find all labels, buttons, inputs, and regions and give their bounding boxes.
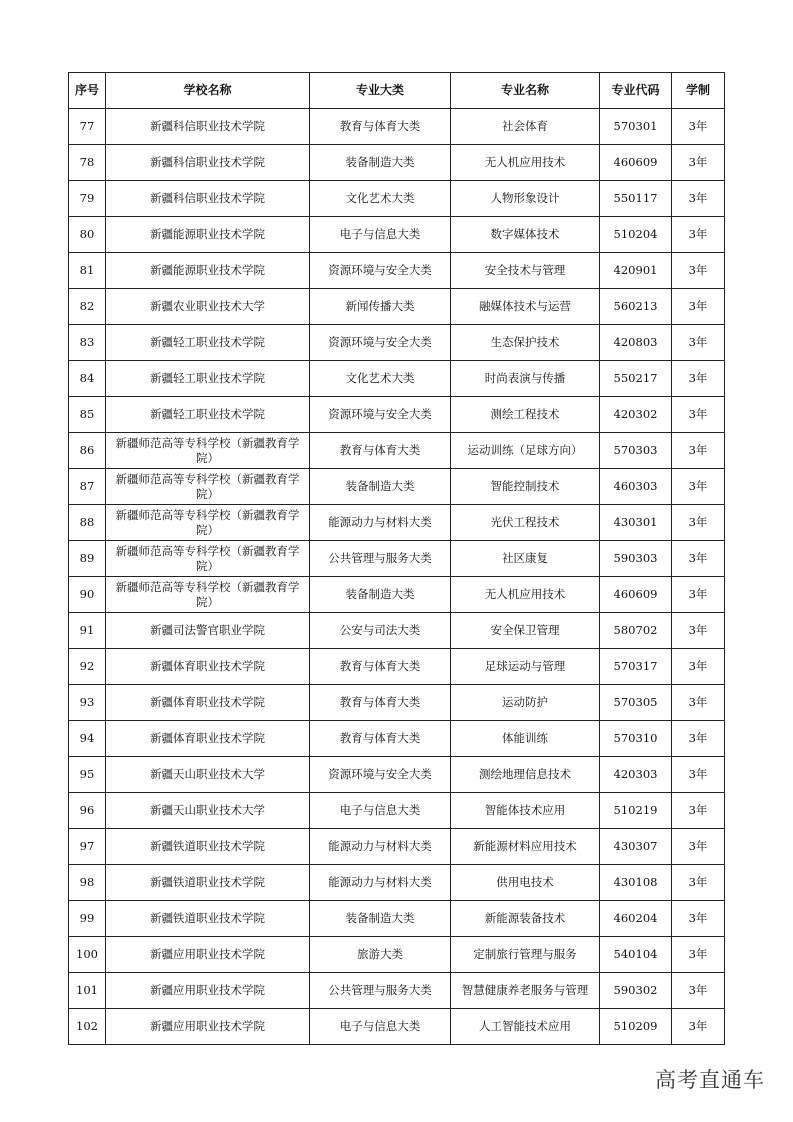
cell-major-code: 540104 xyxy=(600,937,672,973)
cell-index: 92 xyxy=(69,649,106,685)
cell-duration: 3年 xyxy=(672,505,725,541)
cell-major-code: 420302 xyxy=(600,397,672,433)
table-row xyxy=(69,613,725,649)
cell-index: 84 xyxy=(69,361,106,397)
cell-school-name: 新疆铁道职业技术学院 xyxy=(106,829,310,865)
cell-index: 93 xyxy=(69,685,106,721)
cell-major-name: 无人机应用技术 xyxy=(451,577,600,613)
table-row xyxy=(69,505,725,541)
cell-major-category: 资源环境与安全大类 xyxy=(310,253,451,289)
cell-duration: 3年 xyxy=(672,289,725,325)
table-row xyxy=(69,721,725,757)
table-row xyxy=(69,145,725,181)
table-row xyxy=(69,433,725,469)
cell-duration: 3年 xyxy=(672,613,725,649)
cell-major-name: 足球运动与管理 xyxy=(451,649,600,685)
table-row xyxy=(69,217,725,253)
cell-major-name: 智能控制技术 xyxy=(451,469,600,505)
cell-major-name: 生态保护技术 xyxy=(451,325,600,361)
table-row xyxy=(69,865,725,901)
watermark-text: 高考直通车 xyxy=(655,1068,765,1092)
cell-duration: 3年 xyxy=(672,397,725,433)
cell-major-code: 570310 xyxy=(600,721,672,757)
cell-school-name: 新疆师范高等专科学校（新疆教育学院） xyxy=(106,577,310,613)
cell-school-name: 新疆师范高等专科学校（新疆教育学院） xyxy=(106,469,310,505)
cell-duration: 3年 xyxy=(672,469,725,505)
cell-index: 88 xyxy=(69,505,106,541)
cell-major-category: 电子与信息大类 xyxy=(310,1009,451,1045)
cell-duration: 3年 xyxy=(672,361,725,397)
cell-major-name: 无人机应用技术 xyxy=(451,145,600,181)
table-header xyxy=(69,73,725,109)
cell-duration: 3年 xyxy=(672,109,725,145)
cell-major-name: 体能训练 xyxy=(451,721,600,757)
cell-major-category: 教育与体育大类 xyxy=(310,433,451,469)
cell-major-category: 能源动力与材料大类 xyxy=(310,865,451,901)
cell-school-name: 新疆师范高等专科学校（新疆教育学院） xyxy=(106,505,310,541)
table-row xyxy=(69,793,725,829)
table-row xyxy=(69,1009,725,1045)
cell-duration: 3年 xyxy=(672,253,725,289)
cell-index: 101 xyxy=(69,973,106,1009)
cell-index: 96 xyxy=(69,793,106,829)
cell-major-category: 能源动力与材料大类 xyxy=(310,829,451,865)
cell-school-name: 新疆农业职业技术大学 xyxy=(106,289,310,325)
cell-major-name: 时尚表演与传播 xyxy=(451,361,600,397)
cell-duration: 3年 xyxy=(672,973,725,1009)
cell-major-code: 430108 xyxy=(600,865,672,901)
cell-major-category: 公共管理与服务大类 xyxy=(310,541,451,577)
cell-major-code: 570303 xyxy=(600,433,672,469)
cell-school-name: 新疆轻工职业技术学院 xyxy=(106,361,310,397)
cell-major-name: 运动防护 xyxy=(451,685,600,721)
cell-major-name: 测绘地理信息技术 xyxy=(451,757,600,793)
cell-school-name: 新疆科信职业技术学院 xyxy=(106,181,310,217)
cell-major-code: 550217 xyxy=(600,361,672,397)
header-major-name: 专业名称 xyxy=(451,73,600,109)
cell-school-name: 新疆师范高等专科学校（新疆教育学院） xyxy=(106,541,310,577)
header-row xyxy=(69,73,725,109)
cell-major-code: 430301 xyxy=(600,505,672,541)
cell-school-name: 新疆轻工职业技术学院 xyxy=(106,397,310,433)
cell-duration: 3年 xyxy=(672,757,725,793)
cell-major-name: 测绘工程技术 xyxy=(451,397,600,433)
table-row xyxy=(69,757,725,793)
cell-school-name: 新疆能源职业技术学院 xyxy=(106,217,310,253)
cell-major-name: 新能源材料应用技术 xyxy=(451,829,600,865)
table-row xyxy=(69,289,725,325)
table-row xyxy=(69,325,725,361)
cell-major-name: 运动训练（足球方向） xyxy=(451,433,600,469)
table-row xyxy=(69,937,725,973)
cell-major-code: 570305 xyxy=(600,685,672,721)
cell-duration: 3年 xyxy=(672,217,725,253)
cell-major-code: 560213 xyxy=(600,289,672,325)
cell-major-name: 安全保卫管理 xyxy=(451,613,600,649)
cell-duration: 3年 xyxy=(672,541,725,577)
cell-school-name: 新疆应用职业技术学院 xyxy=(106,973,310,1009)
cell-school-name: 新疆司法警官职业学院 xyxy=(106,613,310,649)
program-table xyxy=(68,72,725,1045)
cell-major-name: 人物形象设计 xyxy=(451,181,600,217)
cell-index: 91 xyxy=(69,613,106,649)
cell-school-name: 新疆天山职业技术大学 xyxy=(106,793,310,829)
cell-index: 90 xyxy=(69,577,106,613)
cell-school-name: 新疆应用职业技术学院 xyxy=(106,937,310,973)
cell-duration: 3年 xyxy=(672,865,725,901)
table-row xyxy=(69,649,725,685)
cell-major-code: 460204 xyxy=(600,901,672,937)
cell-school-name: 新疆师范高等专科学校（新疆教育学院） xyxy=(106,433,310,469)
cell-school-name: 新疆能源职业技术学院 xyxy=(106,253,310,289)
cell-index: 95 xyxy=(69,757,106,793)
cell-major-name: 定制旅行管理与服务 xyxy=(451,937,600,973)
cell-school-name: 新疆体育职业技术学院 xyxy=(106,721,310,757)
cell-duration: 3年 xyxy=(672,721,725,757)
cell-index: 87 xyxy=(69,469,106,505)
table-row xyxy=(69,541,725,577)
cell-major-code: 430307 xyxy=(600,829,672,865)
cell-major-code: 460609 xyxy=(600,145,672,181)
table-row xyxy=(69,253,725,289)
cell-duration: 3年 xyxy=(672,1009,725,1045)
cell-duration: 3年 xyxy=(672,937,725,973)
cell-major-name: 安全技术与管理 xyxy=(451,253,600,289)
cell-major-category: 教育与体育大类 xyxy=(310,685,451,721)
cell-duration: 3年 xyxy=(672,181,725,217)
cell-major-code: 510204 xyxy=(600,217,672,253)
cell-major-code: 420901 xyxy=(600,253,672,289)
cell-school-name: 新疆铁道职业技术学院 xyxy=(106,865,310,901)
cell-school-name: 新疆体育职业技术学院 xyxy=(106,649,310,685)
cell-school-name: 新疆科信职业技术学院 xyxy=(106,145,310,181)
table-row xyxy=(69,361,725,397)
table-row xyxy=(69,685,725,721)
cell-major-category: 装备制造大类 xyxy=(310,901,451,937)
cell-major-category: 电子与信息大类 xyxy=(310,793,451,829)
cell-index: 100 xyxy=(69,937,106,973)
cell-index: 77 xyxy=(69,109,106,145)
cell-school-name: 新疆轻工职业技术学院 xyxy=(106,325,310,361)
cell-duration: 3年 xyxy=(672,145,725,181)
cell-school-name: 新疆铁道职业技术学院 xyxy=(106,901,310,937)
cell-major-name: 社区康复 xyxy=(451,541,600,577)
header-major-code: 专业代码 xyxy=(600,73,672,109)
cell-major-category: 装备制造大类 xyxy=(310,577,451,613)
table-row xyxy=(69,829,725,865)
cell-index: 97 xyxy=(69,829,106,865)
cell-major-code: 460303 xyxy=(600,469,672,505)
cell-school-name: 新疆科信职业技术学院 xyxy=(106,109,310,145)
cell-index: 79 xyxy=(69,181,106,217)
cell-major-category: 旅游大类 xyxy=(310,937,451,973)
cell-major-category: 公共管理与服务大类 xyxy=(310,973,451,1009)
cell-index: 85 xyxy=(69,397,106,433)
table-row xyxy=(69,901,725,937)
cell-major-category: 教育与体育大类 xyxy=(310,649,451,685)
cell-major-code: 510209 xyxy=(600,1009,672,1045)
table-row xyxy=(69,109,725,145)
cell-index: 78 xyxy=(69,145,106,181)
header-school-name: 学校名称 xyxy=(106,73,310,109)
cell-major-category: 电子与信息大类 xyxy=(310,217,451,253)
cell-index: 83 xyxy=(69,325,106,361)
cell-duration: 3年 xyxy=(672,901,725,937)
cell-major-category: 能源动力与材料大类 xyxy=(310,505,451,541)
cell-major-code: 420803 xyxy=(600,325,672,361)
cell-major-code: 460609 xyxy=(600,577,672,613)
cell-major-category: 资源环境与安全大类 xyxy=(310,325,451,361)
cell-index: 89 xyxy=(69,541,106,577)
cell-major-category: 文化艺术大类 xyxy=(310,181,451,217)
cell-major-name: 融媒体技术与运营 xyxy=(451,289,600,325)
table-row xyxy=(69,397,725,433)
header-major-category: 专业大类 xyxy=(310,73,451,109)
cell-duration: 3年 xyxy=(672,325,725,361)
table-row xyxy=(69,577,725,613)
cell-major-category: 装备制造大类 xyxy=(310,469,451,505)
cell-major-code: 590302 xyxy=(600,973,672,1009)
cell-major-category: 装备制造大类 xyxy=(310,145,451,181)
cell-major-category: 新闻传播大类 xyxy=(310,289,451,325)
table-row xyxy=(69,469,725,505)
cell-index: 99 xyxy=(69,901,106,937)
cell-major-name: 人工智能技术应用 xyxy=(451,1009,600,1045)
cell-index: 81 xyxy=(69,253,106,289)
cell-major-name: 社会体育 xyxy=(451,109,600,145)
cell-major-name: 智慧健康养老服务与管理 xyxy=(451,973,600,1009)
cell-major-name: 新能源装备技术 xyxy=(451,901,600,937)
header-duration: 学制 xyxy=(672,73,725,109)
cell-duration: 3年 xyxy=(672,577,725,613)
cell-duration: 3年 xyxy=(672,829,725,865)
cell-school-name: 新疆应用职业技术学院 xyxy=(106,1009,310,1045)
cell-major-code: 550117 xyxy=(600,181,672,217)
cell-index: 82 xyxy=(69,289,106,325)
cell-index: 94 xyxy=(69,721,106,757)
cell-major-code: 580702 xyxy=(600,613,672,649)
cell-major-code: 590303 xyxy=(600,541,672,577)
cell-duration: 3年 xyxy=(672,685,725,721)
cell-major-name: 数字媒体技术 xyxy=(451,217,600,253)
cell-major-category: 文化艺术大类 xyxy=(310,361,451,397)
cell-major-code: 570301 xyxy=(600,109,672,145)
cell-index: 80 xyxy=(69,217,106,253)
cell-major-name: 智能体技术应用 xyxy=(451,793,600,829)
cell-major-code: 420303 xyxy=(600,757,672,793)
cell-school-name: 新疆天山职业技术大学 xyxy=(106,757,310,793)
cell-major-name: 光伏工程技术 xyxy=(451,505,600,541)
cell-major-code: 570317 xyxy=(600,649,672,685)
cell-major-category: 教育与体育大类 xyxy=(310,109,451,145)
header-index: 序号 xyxy=(69,73,106,109)
cell-major-category: 资源环境与安全大类 xyxy=(310,757,451,793)
cell-index: 102 xyxy=(69,1009,106,1045)
cell-school-name: 新疆体育职业技术学院 xyxy=(106,685,310,721)
cell-major-category: 资源环境与安全大类 xyxy=(310,397,451,433)
cell-index: 86 xyxy=(69,433,106,469)
table-body xyxy=(69,109,725,1045)
cell-major-category: 教育与体育大类 xyxy=(310,721,451,757)
cell-major-name: 供用电技术 xyxy=(451,865,600,901)
table-row xyxy=(69,973,725,1009)
cell-major-code: 510219 xyxy=(600,793,672,829)
cell-duration: 3年 xyxy=(672,793,725,829)
table-row xyxy=(69,181,725,217)
cell-duration: 3年 xyxy=(672,649,725,685)
cell-major-category: 公安与司法大类 xyxy=(310,613,451,649)
cell-index: 98 xyxy=(69,865,106,901)
cell-duration: 3年 xyxy=(672,433,725,469)
